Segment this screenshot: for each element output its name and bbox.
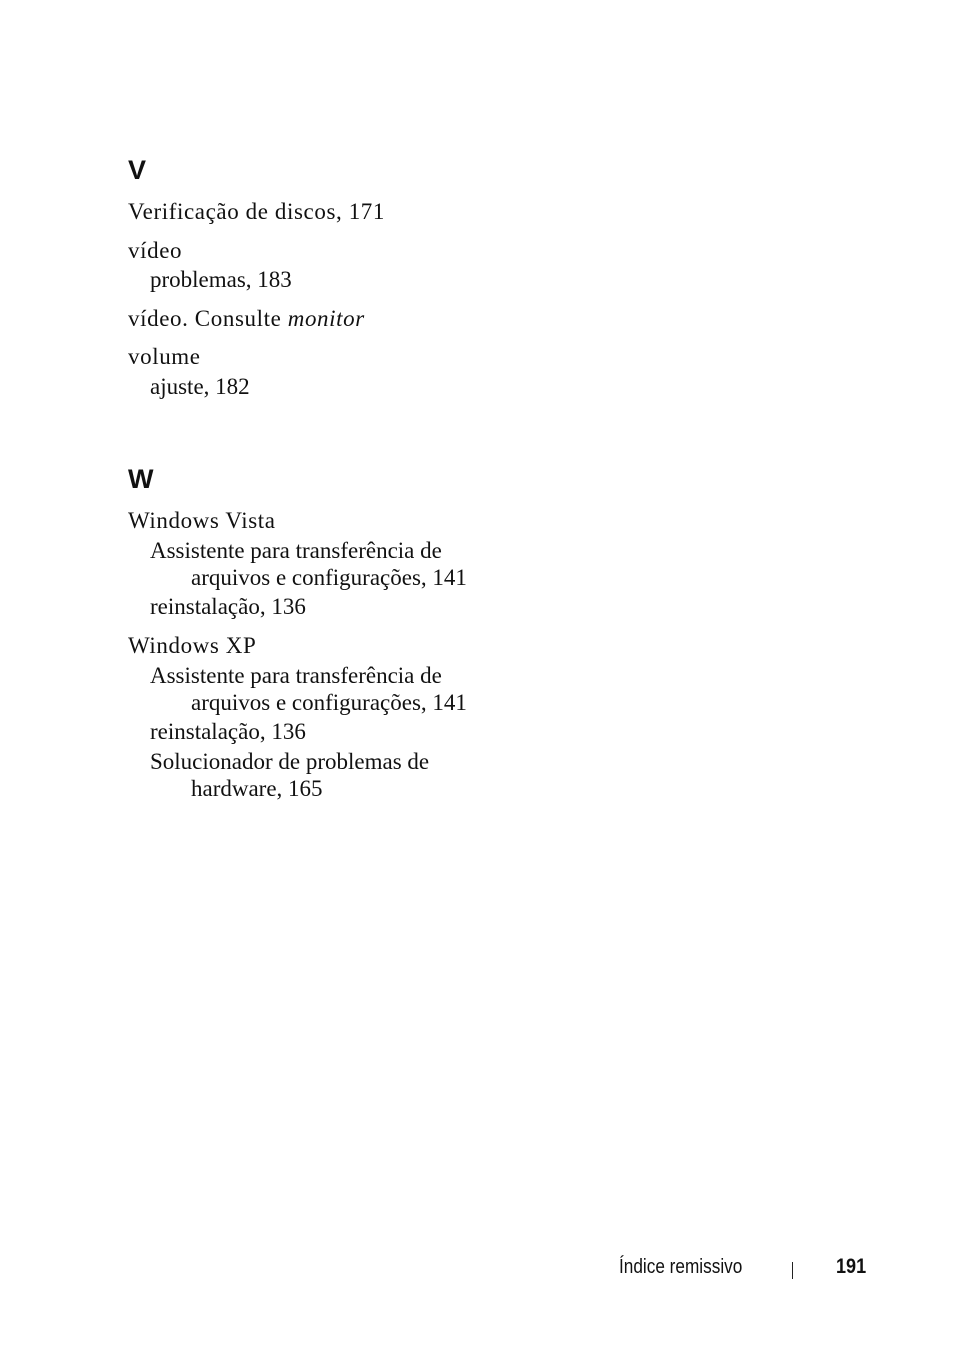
index-subentry-xp-reinstalacao: reinstalação, 136 xyxy=(150,719,306,744)
page-number: 191 xyxy=(836,1255,867,1278)
cross-reference-monitor: monitor xyxy=(287,306,365,331)
index-entry-video-consulte xyxy=(128,307,365,330)
section-letter-v: V xyxy=(128,155,147,185)
index-subentry-xp-solucionador-cont: hardware, 165 xyxy=(191,776,323,801)
footer-section-label: Índice remissivo xyxy=(619,1256,743,1278)
index-entry-video: vídeo xyxy=(128,238,183,263)
entry-text: vídeo. Consulte xyxy=(128,306,288,331)
index-subentry-xp-solucionador: Solucionador de problemas de xyxy=(150,749,430,774)
index-entry-verificacao-de-discos: Verificação de discos, 171 xyxy=(128,199,386,224)
index-entry-volume: volume xyxy=(128,344,201,369)
section-letter-w: W xyxy=(128,464,154,494)
footer-separator xyxy=(792,1262,793,1279)
index-subentry-volume-ajuste: ajuste, 182 xyxy=(150,374,250,399)
index-subentry-xp-assistente-cont: arquivos e configurações, 141 xyxy=(191,690,467,715)
index-subentry-video-problemas: problemas, 183 xyxy=(150,267,292,292)
index-subentry-vista-assistente: Assistente para transferência de xyxy=(150,538,442,563)
index-entry-windows-vista: Windows Vista xyxy=(128,508,276,533)
index-entry-windows-xp: Windows XP xyxy=(128,633,257,658)
index-subentry-vista-assistente-cont: arquivos e configurações, 141 xyxy=(191,565,467,590)
index-subentry-vista-reinstalacao: reinstalação, 136 xyxy=(150,594,306,619)
index-subentry-xp-assistente: Assistente para transferência de xyxy=(150,663,442,688)
